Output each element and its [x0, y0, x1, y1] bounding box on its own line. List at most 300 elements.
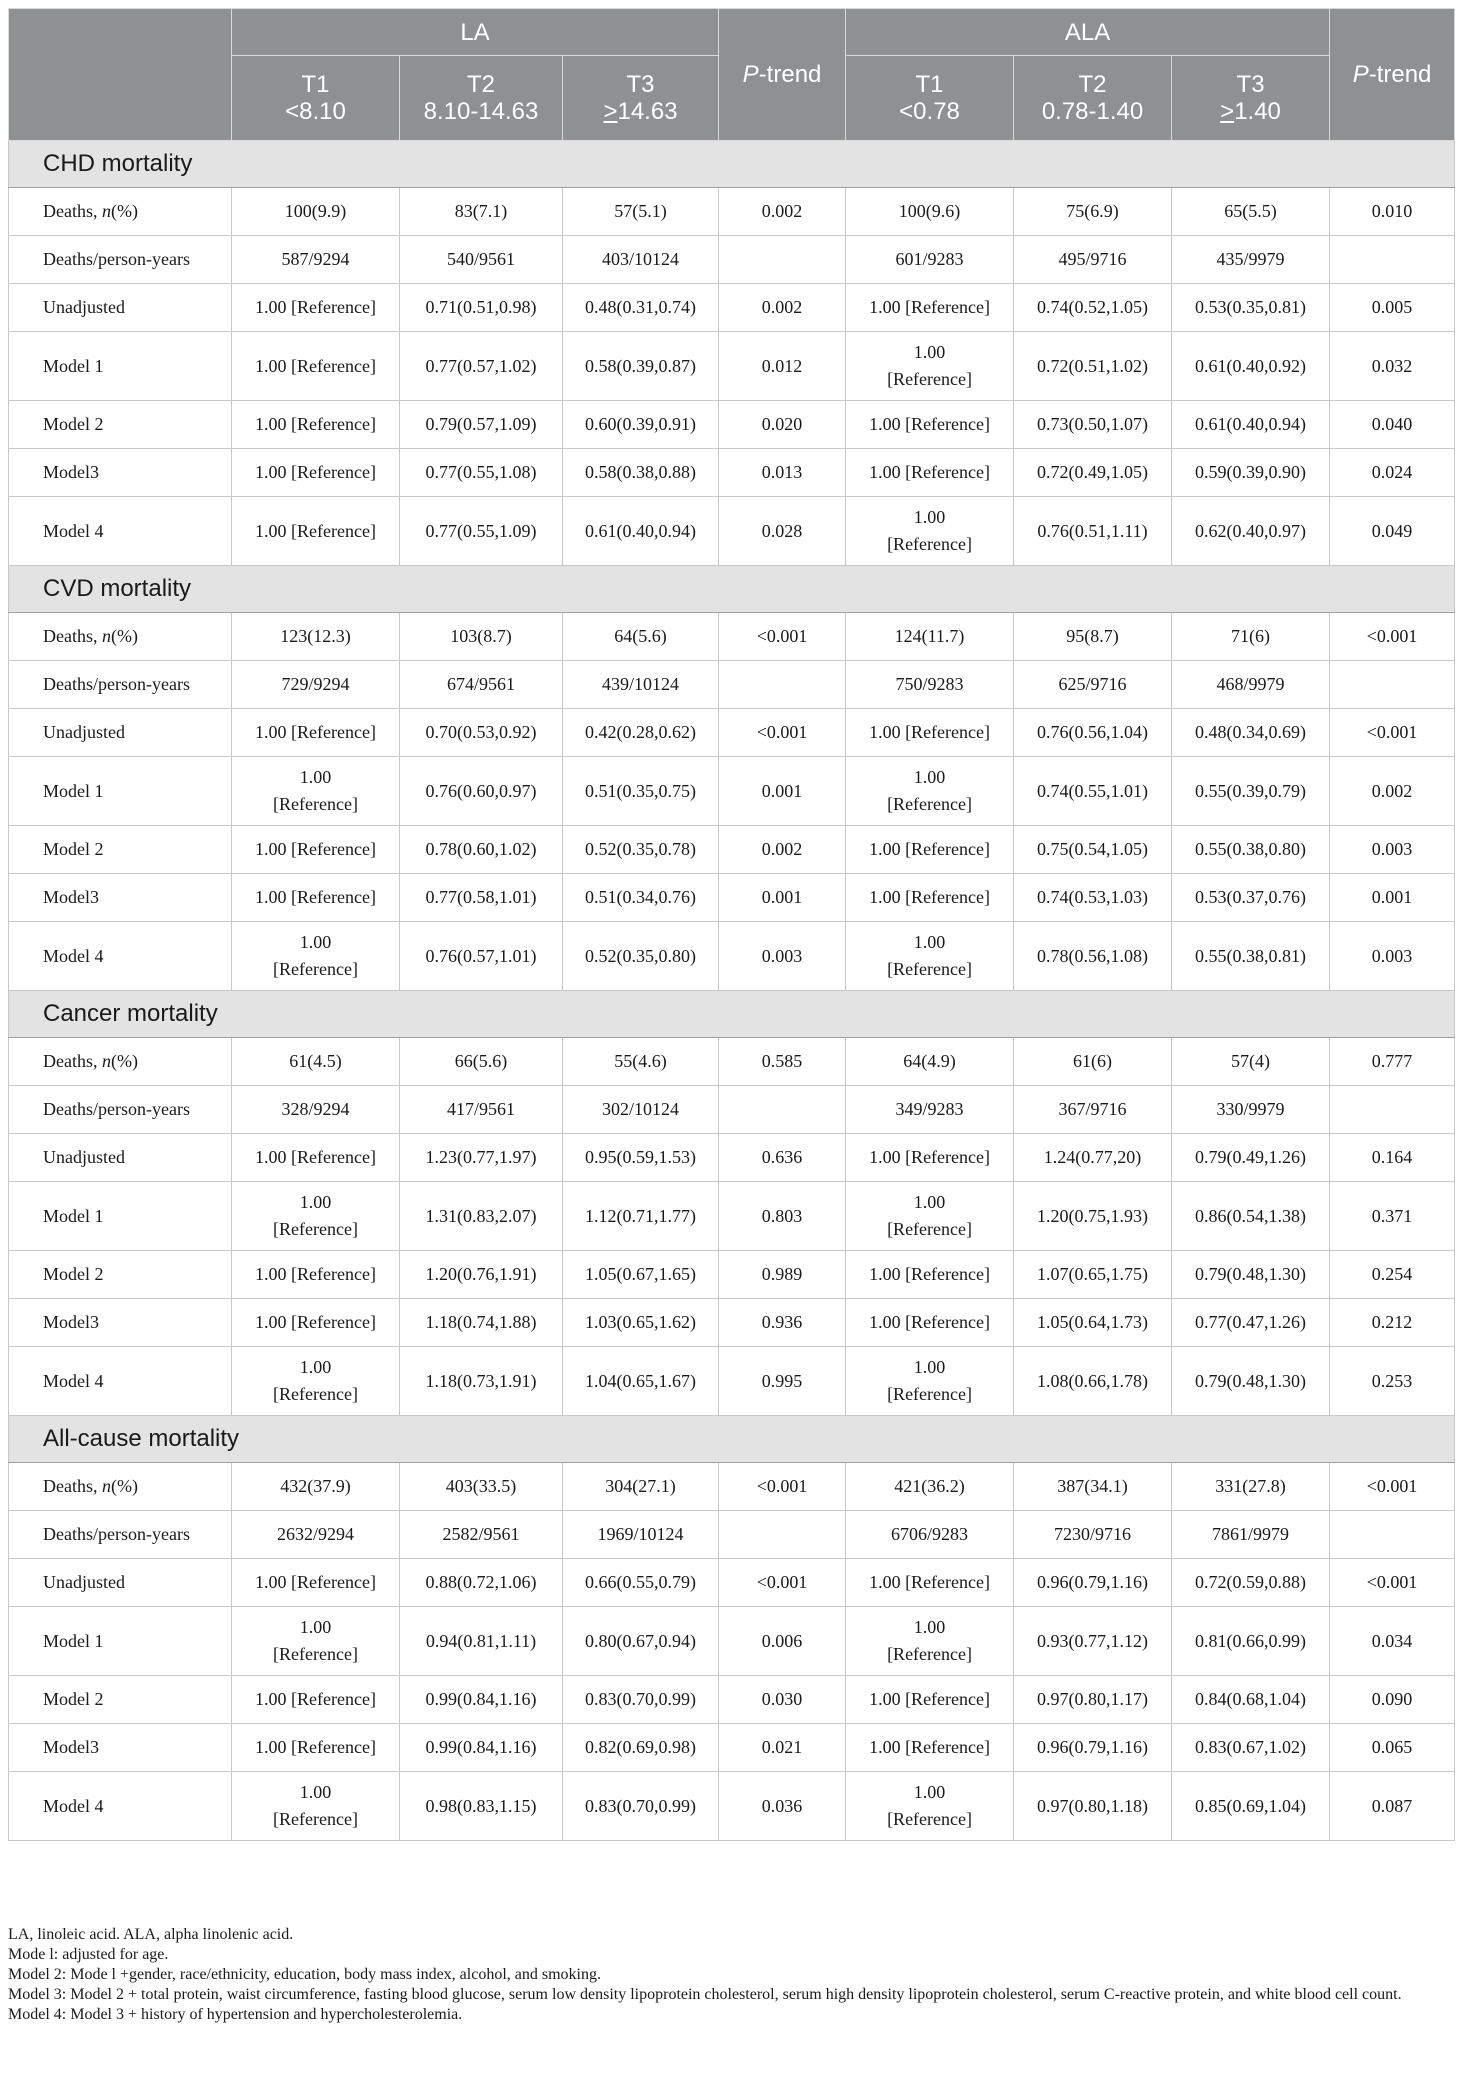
ala-t1-cell: 1.00 [Reference]: [846, 757, 1014, 826]
la-t2-cell: 1.31(0.83,2.07): [400, 1182, 563, 1251]
ala-t2-cell: 1.20(0.75,1.93): [1014, 1182, 1172, 1251]
la-t2-cell: 0.94(0.81,1.11): [400, 1607, 563, 1676]
ptrend-rest: -trend: [1368, 61, 1432, 88]
ala-t2-cell: 0.93(0.77,1.12): [1014, 1607, 1172, 1676]
header-blank-cell: [9, 9, 232, 141]
ala-t3-cell: 0.53(0.37,0.76): [1172, 874, 1330, 922]
row-label-text: Model 1: [43, 780, 104, 801]
ala-t2-cell: 0.96(0.79,1.16): [1014, 1559, 1172, 1607]
la-t1-cell: 1.00 [Reference]: [232, 1134, 400, 1182]
ala-t3-cell: 0.55(0.38,0.80): [1172, 826, 1330, 874]
row-label-suffix: (%): [110, 201, 138, 221]
ala-t2-cell: 1.08(0.66,1.78): [1014, 1347, 1172, 1416]
row-label: [9, 449, 232, 497]
la-ptrend-cell: [719, 1511, 846, 1559]
ala-t1-cell: 750/9283: [846, 661, 1014, 709]
row-label-text: Deaths/person-years: [43, 1099, 190, 1119]
ala-t1-cell: 1.00 [Reference]: [846, 1607, 1014, 1676]
table-row: [9, 1038, 1455, 1086]
row-label: [9, 1607, 232, 1676]
la-t1-cell: 1.00 [Reference]: [232, 1676, 400, 1724]
table-row: [9, 1086, 1455, 1134]
tier-range-value: <0.78: [899, 98, 960, 125]
la-ptrend-cell: 0.585: [719, 1038, 846, 1086]
table-row: [9, 236, 1455, 284]
la-t2-cell: 0.70(0.53,0.92): [400, 709, 563, 757]
la-t1-cell: 1.00 [Reference]: [232, 449, 400, 497]
row-label: [9, 1038, 232, 1086]
table-row: [9, 1559, 1455, 1607]
ala-ptrend-cell: 0.090: [1330, 1676, 1455, 1724]
table-row: [9, 188, 1455, 236]
tier-label: T1: [301, 71, 330, 98]
ala-t1-cell: 1.00 [Reference]: [846, 497, 1014, 566]
row-label-italic: n: [101, 1476, 111, 1496]
table-row: [9, 1134, 1455, 1182]
tier-range: [1172, 98, 1329, 125]
la-t1-cell: 1.00 [Reference]: [232, 1724, 400, 1772]
ala-t2-cell: 625/9716: [1014, 661, 1172, 709]
la-t1-cell: 729/9294: [232, 661, 400, 709]
footnote: Model 3: Model 2 + total protein, waist circumference, fasting blood glucose, serum low density lipoprotein cholesterol, serum high density lipoprotein cholesterol, serum C-reactive protein, and white blood cell count.: [8, 1986, 1402, 2003]
la-t1-cell: 587/9294: [232, 236, 400, 284]
la-t3-cell: 1.05(0.67,1.65): [563, 1251, 719, 1299]
table-row: [9, 661, 1455, 709]
section-header-row: [9, 141, 1455, 188]
la-t2-cell: 103(8.7): [400, 613, 563, 661]
la-ptrend-cell: <0.001: [719, 613, 846, 661]
la-t1-cell: 1.00 [Reference]: [232, 757, 400, 826]
section-header-row: [9, 1416, 1455, 1463]
la-ptrend-cell: 0.936: [719, 1299, 846, 1347]
tier-label: T2: [466, 71, 495, 98]
header-la: LA: [232, 9, 719, 56]
row-label-text: Deaths/person-years: [43, 674, 190, 694]
la-t2-cell: 0.71(0.51,0.98): [400, 284, 563, 332]
footnote: Model 4: Model 3 + history of hypertension and hypercholesterolemia.: [8, 2006, 463, 2023]
ala-ptrend-cell: 0.032: [1330, 332, 1455, 401]
ala-t3-cell: 57(4): [1172, 1038, 1330, 1086]
row-label-text: Model3: [43, 462, 99, 482]
la-t3-cell: 0.61(0.40,0.94): [563, 497, 719, 566]
la-t3-cell: 439/10124: [563, 661, 719, 709]
ala-t3-cell: 0.72(0.59,0.88): [1172, 1559, 1330, 1607]
la-t1-cell: 1.00 [Reference]: [232, 284, 400, 332]
tier-range-value: <8.10: [285, 98, 346, 125]
ala-t2-cell: 1.24(0.77,20): [1014, 1134, 1172, 1182]
table-row: [9, 874, 1455, 922]
row-label-text: Deaths/person-years: [43, 1524, 190, 1544]
la-t2-cell: 0.77(0.55,1.09): [400, 497, 563, 566]
la-t2-cell: 1.20(0.76,1.91): [400, 1251, 563, 1299]
la-ptrend-cell: 0.036: [719, 1772, 846, 1841]
la-t1-cell: 100(9.9): [232, 188, 400, 236]
row-label: [9, 874, 232, 922]
la-t2-cell: 0.77(0.55,1.08): [400, 449, 563, 497]
footnote: LA, linoleic acid. ALA, alpha linolenic acid.: [8, 1926, 294, 1943]
la-t2-cell: 417/9561: [400, 1086, 563, 1134]
la-t1-cell: 1.00 [Reference]: [232, 497, 400, 566]
table-row: [9, 613, 1455, 661]
ala-t1-cell: 6706/9283: [846, 1511, 1014, 1559]
section-header-row: [9, 566, 1455, 613]
ala-t2-cell: 0.73(0.50,1.07): [1014, 401, 1172, 449]
ala-t3-cell: 0.79(0.48,1.30): [1172, 1251, 1330, 1299]
la-ptrend-cell: 0.012: [719, 332, 846, 401]
row-label-text: Unadjusted: [43, 297, 125, 317]
ala-t3-cell: 468/9979: [1172, 661, 1330, 709]
la-t1-cell: 1.00 [Reference]: [232, 1182, 400, 1251]
ala-ptrend-cell: 0.164: [1330, 1134, 1455, 1182]
header-la-tier-2: [400, 56, 563, 141]
la-t1-cell: 1.00 [Reference]: [232, 401, 400, 449]
row-label: [9, 922, 232, 991]
ala-t1-cell: 1.00 [Reference]: [846, 826, 1014, 874]
row-label: [9, 401, 232, 449]
ala-t2-cell: 75(6.9): [1014, 188, 1172, 236]
la-t2-cell: 674/9561: [400, 661, 563, 709]
ala-t1-cell: 1.00 [Reference]: [846, 1299, 1014, 1347]
la-t3-cell: 64(5.6): [563, 613, 719, 661]
la-ptrend-cell: 0.020: [719, 401, 846, 449]
row-label-text: Unadjusted: [43, 722, 125, 742]
la-t1-cell: 1.00 [Reference]: [232, 1559, 400, 1607]
tier-label: T1: [915, 71, 944, 98]
tier-label: T3: [1236, 71, 1265, 98]
la-ptrend-cell: [719, 1086, 846, 1134]
row-label-text: Deaths/person-years: [43, 249, 190, 269]
ala-t3-cell: 0.62(0.40,0.97): [1172, 497, 1330, 566]
tier-range: [846, 98, 1013, 125]
la-t3-cell: 0.52(0.35,0.78): [563, 826, 719, 874]
ala-ptrend-cell: [1330, 236, 1455, 284]
row-label-suffix: (%): [110, 1476, 138, 1496]
ala-ptrend-cell: 0.003: [1330, 826, 1455, 874]
ptrend-italic: P: [742, 61, 759, 88]
section-title: Cancer mortality: [9, 991, 1455, 1038]
ala-t1-cell: 1.00 [Reference]: [846, 874, 1014, 922]
table-row: [9, 1772, 1455, 1841]
row-label-text: Model 4: [43, 1795, 104, 1816]
ala-t2-cell: 0.76(0.51,1.11): [1014, 497, 1172, 566]
row-label: [9, 236, 232, 284]
la-ptrend-cell: 0.003: [719, 922, 846, 991]
ala-t1-cell: 1.00 [Reference]: [846, 284, 1014, 332]
row-label-text: Model 2: [43, 1689, 104, 1709]
tier-range-value: 1.40: [1234, 98, 1281, 125]
ala-ptrend-cell: <0.001: [1330, 1463, 1455, 1511]
table-header: [9, 9, 1455, 141]
ala-t1-cell: 421(36.2): [846, 1463, 1014, 1511]
tier-range-value: 14.63: [617, 98, 678, 125]
row-label-text: Model3: [43, 887, 99, 907]
ala-ptrend-cell: 0.001: [1330, 874, 1455, 922]
la-t1-cell: 432(37.9): [232, 1463, 400, 1511]
ala-t3-cell: 0.79(0.49,1.26): [1172, 1134, 1330, 1182]
ala-t1-cell: 1.00 [Reference]: [846, 449, 1014, 497]
results-table-container: [8, 8, 1454, 1841]
ala-t3-cell: 0.55(0.39,0.79): [1172, 757, 1330, 826]
la-t1-cell: 1.00 [Reference]: [232, 709, 400, 757]
header-ala-tier-2: [1014, 56, 1172, 141]
la-t2-cell: 0.99(0.84,1.16): [400, 1676, 563, 1724]
ala-t1-cell: 1.00 [Reference]: [846, 1347, 1014, 1416]
table-row: [9, 1347, 1455, 1416]
tier-label: T2: [1078, 71, 1107, 98]
row-label: [9, 1511, 232, 1559]
header-ala-tier-3: [1172, 56, 1330, 141]
ala-ptrend-cell: 0.254: [1330, 1251, 1455, 1299]
table-row: [9, 922, 1455, 991]
ala-t3-cell: 0.55(0.38,0.81): [1172, 922, 1330, 991]
la-t3-cell: 1.12(0.71,1.77): [563, 1182, 719, 1251]
la-t2-cell: 540/9561: [400, 236, 563, 284]
la-t3-cell: 0.52(0.35,0.80): [563, 922, 719, 991]
ala-t2-cell: 1.07(0.65,1.75): [1014, 1251, 1172, 1299]
header-ala: ALA: [846, 9, 1330, 56]
la-t3-cell: 0.83(0.70,0.99): [563, 1676, 719, 1724]
row-label-text: Model 4: [43, 1370, 104, 1391]
ala-t1-cell: 1.00 [Reference]: [846, 1676, 1014, 1724]
ala-ptrend-cell: 0.049: [1330, 497, 1455, 566]
la-t1-cell: 123(12.3): [232, 613, 400, 661]
row-label-italic: n: [101, 1051, 111, 1071]
header-la-tier-3: [563, 56, 719, 141]
table-row: [9, 826, 1455, 874]
table-row: [9, 1511, 1455, 1559]
header-ala-tier-1: [846, 56, 1014, 141]
la-ptrend-cell: [719, 236, 846, 284]
row-label: [9, 1134, 232, 1182]
la-ptrend-cell: <0.001: [719, 709, 846, 757]
ala-t3-cell: 0.48(0.34,0.69): [1172, 709, 1330, 757]
ala-t3-cell: 0.61(0.40,0.94): [1172, 401, 1330, 449]
ala-ptrend-cell: 0.040: [1330, 401, 1455, 449]
ala-ptrend-cell: [1330, 1086, 1455, 1134]
ala-t3-cell: 0.77(0.47,1.26): [1172, 1299, 1330, 1347]
row-label-suffix: (%): [110, 626, 138, 646]
la-t2-cell: 0.88(0.72,1.06): [400, 1559, 563, 1607]
row-label-text: Model 4: [43, 945, 104, 966]
la-t2-cell: 0.76(0.60,0.97): [400, 757, 563, 826]
row-label: [9, 1772, 232, 1841]
la-t1-cell: 1.00 [Reference]: [232, 826, 400, 874]
la-t2-cell: 1.23(0.77,1.97): [400, 1134, 563, 1182]
la-t1-cell: 1.00 [Reference]: [232, 1299, 400, 1347]
ala-ptrend-cell: <0.001: [1330, 613, 1455, 661]
ala-t1-cell: 601/9283: [846, 236, 1014, 284]
la-t3-cell: 0.51(0.34,0.76): [563, 874, 719, 922]
ala-ptrend-cell: <0.001: [1330, 709, 1455, 757]
ala-t3-cell: 0.79(0.48,1.30): [1172, 1347, 1330, 1416]
ala-t2-cell: 0.75(0.54,1.05): [1014, 826, 1172, 874]
row-label: [9, 613, 232, 661]
row-label-text: Model3: [43, 1312, 99, 1332]
row-label: [9, 757, 232, 826]
row-label-text: Model 1: [43, 355, 104, 376]
la-ptrend-cell: 0.002: [719, 284, 846, 332]
footnote: Model 2: Mode l +gender, race/ethnicity, education, body mass index, alcohol, and smoking.: [8, 1966, 601, 1983]
row-label: [9, 497, 232, 566]
ala-t2-cell: 0.72(0.49,1.05): [1014, 449, 1172, 497]
la-t3-cell: 0.51(0.35,0.75): [563, 757, 719, 826]
ala-t1-cell: 1.00 [Reference]: [846, 1724, 1014, 1772]
la-t3-cell: 1.03(0.65,1.62): [563, 1299, 719, 1347]
la-t1-cell: 328/9294: [232, 1086, 400, 1134]
la-t2-cell: 2582/9561: [400, 1511, 563, 1559]
row-label-text: Model 1: [43, 1205, 104, 1226]
la-t3-cell: 1969/10124: [563, 1511, 719, 1559]
tier-range-value: 0.78-1.40: [1041, 98, 1144, 125]
ala-t2-cell: 1.05(0.64,1.73): [1014, 1299, 1172, 1347]
la-t1-cell: 1.00 [Reference]: [232, 332, 400, 401]
ala-t2-cell: 495/9716: [1014, 236, 1172, 284]
la-t2-cell: 0.79(0.57,1.09): [400, 401, 563, 449]
la-t3-cell: 0.95(0.59,1.53): [563, 1134, 719, 1182]
la-ptrend-cell: 0.636: [719, 1134, 846, 1182]
row-label: [9, 661, 232, 709]
row-label-italic: n: [101, 201, 111, 221]
la-t1-cell: 2632/9294: [232, 1511, 400, 1559]
la-t2-cell: 1.18(0.73,1.91): [400, 1347, 563, 1416]
ala-t2-cell: 0.76(0.56,1.04): [1014, 709, 1172, 757]
tier-range: [400, 98, 562, 125]
la-t2-cell: 0.76(0.57,1.01): [400, 922, 563, 991]
ala-t3-cell: 0.86(0.54,1.38): [1172, 1182, 1330, 1251]
tier-range-symbol: >: [1220, 98, 1235, 125]
ala-t1-cell: 64(4.9): [846, 1038, 1014, 1086]
la-t2-cell: 0.77(0.57,1.02): [400, 332, 563, 401]
ala-ptrend-cell: 0.777: [1330, 1038, 1455, 1086]
la-ptrend-cell: 0.021: [719, 1724, 846, 1772]
row-label-suffix: (%): [110, 1051, 138, 1071]
ala-t1-cell: 1.00 [Reference]: [846, 1559, 1014, 1607]
ala-ptrend-cell: 0.212: [1330, 1299, 1455, 1347]
ala-ptrend-cell: 0.010: [1330, 188, 1455, 236]
row-label-text: Deaths,: [43, 626, 102, 646]
la-t1-cell: 1.00 [Reference]: [232, 1772, 400, 1841]
row-label-text: Deaths,: [43, 1051, 102, 1071]
ala-t2-cell: 0.97(0.80,1.18): [1014, 1772, 1172, 1841]
ala-t2-cell: 7230/9716: [1014, 1511, 1172, 1559]
row-label: [9, 1559, 232, 1607]
ala-t1-cell: 1.00 [Reference]: [846, 1182, 1014, 1251]
ala-t3-cell: 0.61(0.40,0.92): [1172, 332, 1330, 401]
la-t2-cell: 66(5.6): [400, 1038, 563, 1086]
la-t2-cell: 83(7.1): [400, 188, 563, 236]
la-t3-cell: 0.83(0.70,0.99): [563, 1772, 719, 1841]
row-label: [9, 1676, 232, 1724]
ala-t3-cell: 0.83(0.67,1.02): [1172, 1724, 1330, 1772]
ala-t2-cell: 0.97(0.80,1.17): [1014, 1676, 1172, 1724]
ala-t3-cell: 71(6): [1172, 613, 1330, 661]
header-la-tier-1: [232, 56, 400, 141]
row-label: [9, 188, 232, 236]
la-t3-cell: 0.60(0.39,0.91): [563, 401, 719, 449]
table-row: [9, 1607, 1455, 1676]
ala-ptrend-cell: 0.003: [1330, 922, 1455, 991]
la-t1-cell: 61(4.5): [232, 1038, 400, 1086]
row-label-text: Unadjusted: [43, 1147, 125, 1167]
ala-t1-cell: 124(11.7): [846, 613, 1014, 661]
la-ptrend-cell: 0.002: [719, 188, 846, 236]
row-label: [9, 709, 232, 757]
ala-t3-cell: 0.53(0.35,0.81): [1172, 284, 1330, 332]
ala-t2-cell: 387(34.1): [1014, 1463, 1172, 1511]
ala-t1-cell: 1.00 [Reference]: [846, 401, 1014, 449]
la-t2-cell: 0.98(0.83,1.15): [400, 1772, 563, 1841]
row-label-italic: n: [101, 626, 111, 646]
tier-range-value: 8.10-14.63: [423, 98, 539, 125]
la-ptrend-cell: <0.001: [719, 1559, 846, 1607]
table-row: [9, 1463, 1455, 1511]
ala-ptrend-cell: [1330, 1511, 1455, 1559]
table-row: [9, 1676, 1455, 1724]
la-t1-cell: 1.00 [Reference]: [232, 1607, 400, 1676]
ala-ptrend-cell: [1330, 661, 1455, 709]
la-t3-cell: 0.66(0.55,0.79): [563, 1559, 719, 1607]
ala-t2-cell: 0.74(0.55,1.01): [1014, 757, 1172, 826]
ala-t1-cell: 1.00 [Reference]: [846, 1251, 1014, 1299]
table-row: [9, 757, 1455, 826]
row-label: [9, 1182, 232, 1251]
section-title: CHD mortality: [9, 141, 1455, 188]
la-ptrend-cell: 0.803: [719, 1182, 846, 1251]
row-label: [9, 1347, 232, 1416]
la-t2-cell: 403(33.5): [400, 1463, 563, 1511]
table-body: [9, 141, 1455, 1841]
la-t3-cell: 0.42(0.28,0.62): [563, 709, 719, 757]
tier-range-symbol: >: [603, 98, 618, 125]
la-t3-cell: 304(27.1): [563, 1463, 719, 1511]
la-t3-cell: 0.58(0.39,0.87): [563, 332, 719, 401]
ala-t2-cell: 0.96(0.79,1.16): [1014, 1724, 1172, 1772]
header-ala-ptrend: [1330, 9, 1455, 141]
row-label-text: Deaths,: [43, 1476, 102, 1496]
table-row: [9, 1251, 1455, 1299]
ala-t3-cell: 0.84(0.68,1.04): [1172, 1676, 1330, 1724]
row-label-text: Model 2: [43, 839, 104, 859]
ala-ptrend-cell: 0.065: [1330, 1724, 1455, 1772]
ala-ptrend-cell: 0.024: [1330, 449, 1455, 497]
row-label: [9, 332, 232, 401]
ala-ptrend-cell: <0.001: [1330, 1559, 1455, 1607]
ala-t1-cell: 349/9283: [846, 1086, 1014, 1134]
ptrend-italic: P: [1352, 61, 1369, 88]
la-t2-cell: 1.18(0.74,1.88): [400, 1299, 563, 1347]
ala-ptrend-cell: 0.005: [1330, 284, 1455, 332]
ala-t3-cell: 435/9979: [1172, 236, 1330, 284]
ala-t2-cell: 0.78(0.56,1.08): [1014, 922, 1172, 991]
la-ptrend-cell: 0.995: [719, 1347, 846, 1416]
la-t1-cell: 1.00 [Reference]: [232, 1347, 400, 1416]
row-label-text: Model3: [43, 1737, 99, 1757]
section-header-row: [9, 991, 1455, 1038]
ala-t3-cell: 0.85(0.69,1.04): [1172, 1772, 1330, 1841]
ptrend-rest: -trend: [758, 61, 822, 88]
row-label: [9, 1724, 232, 1772]
ala-ptrend-cell: 0.371: [1330, 1182, 1455, 1251]
row-label-text: Model 4: [43, 520, 104, 541]
la-ptrend-cell: 0.030: [719, 1676, 846, 1724]
ala-t1-cell: 1.00 [Reference]: [846, 1134, 1014, 1182]
la-t2-cell: 0.99(0.84,1.16): [400, 1724, 563, 1772]
la-t2-cell: 0.78(0.60,1.02): [400, 826, 563, 874]
table-row: [9, 284, 1455, 332]
tier-label: T3: [626, 71, 655, 98]
ala-t2-cell: 95(8.7): [1014, 613, 1172, 661]
la-ptrend-cell: 0.001: [719, 757, 846, 826]
